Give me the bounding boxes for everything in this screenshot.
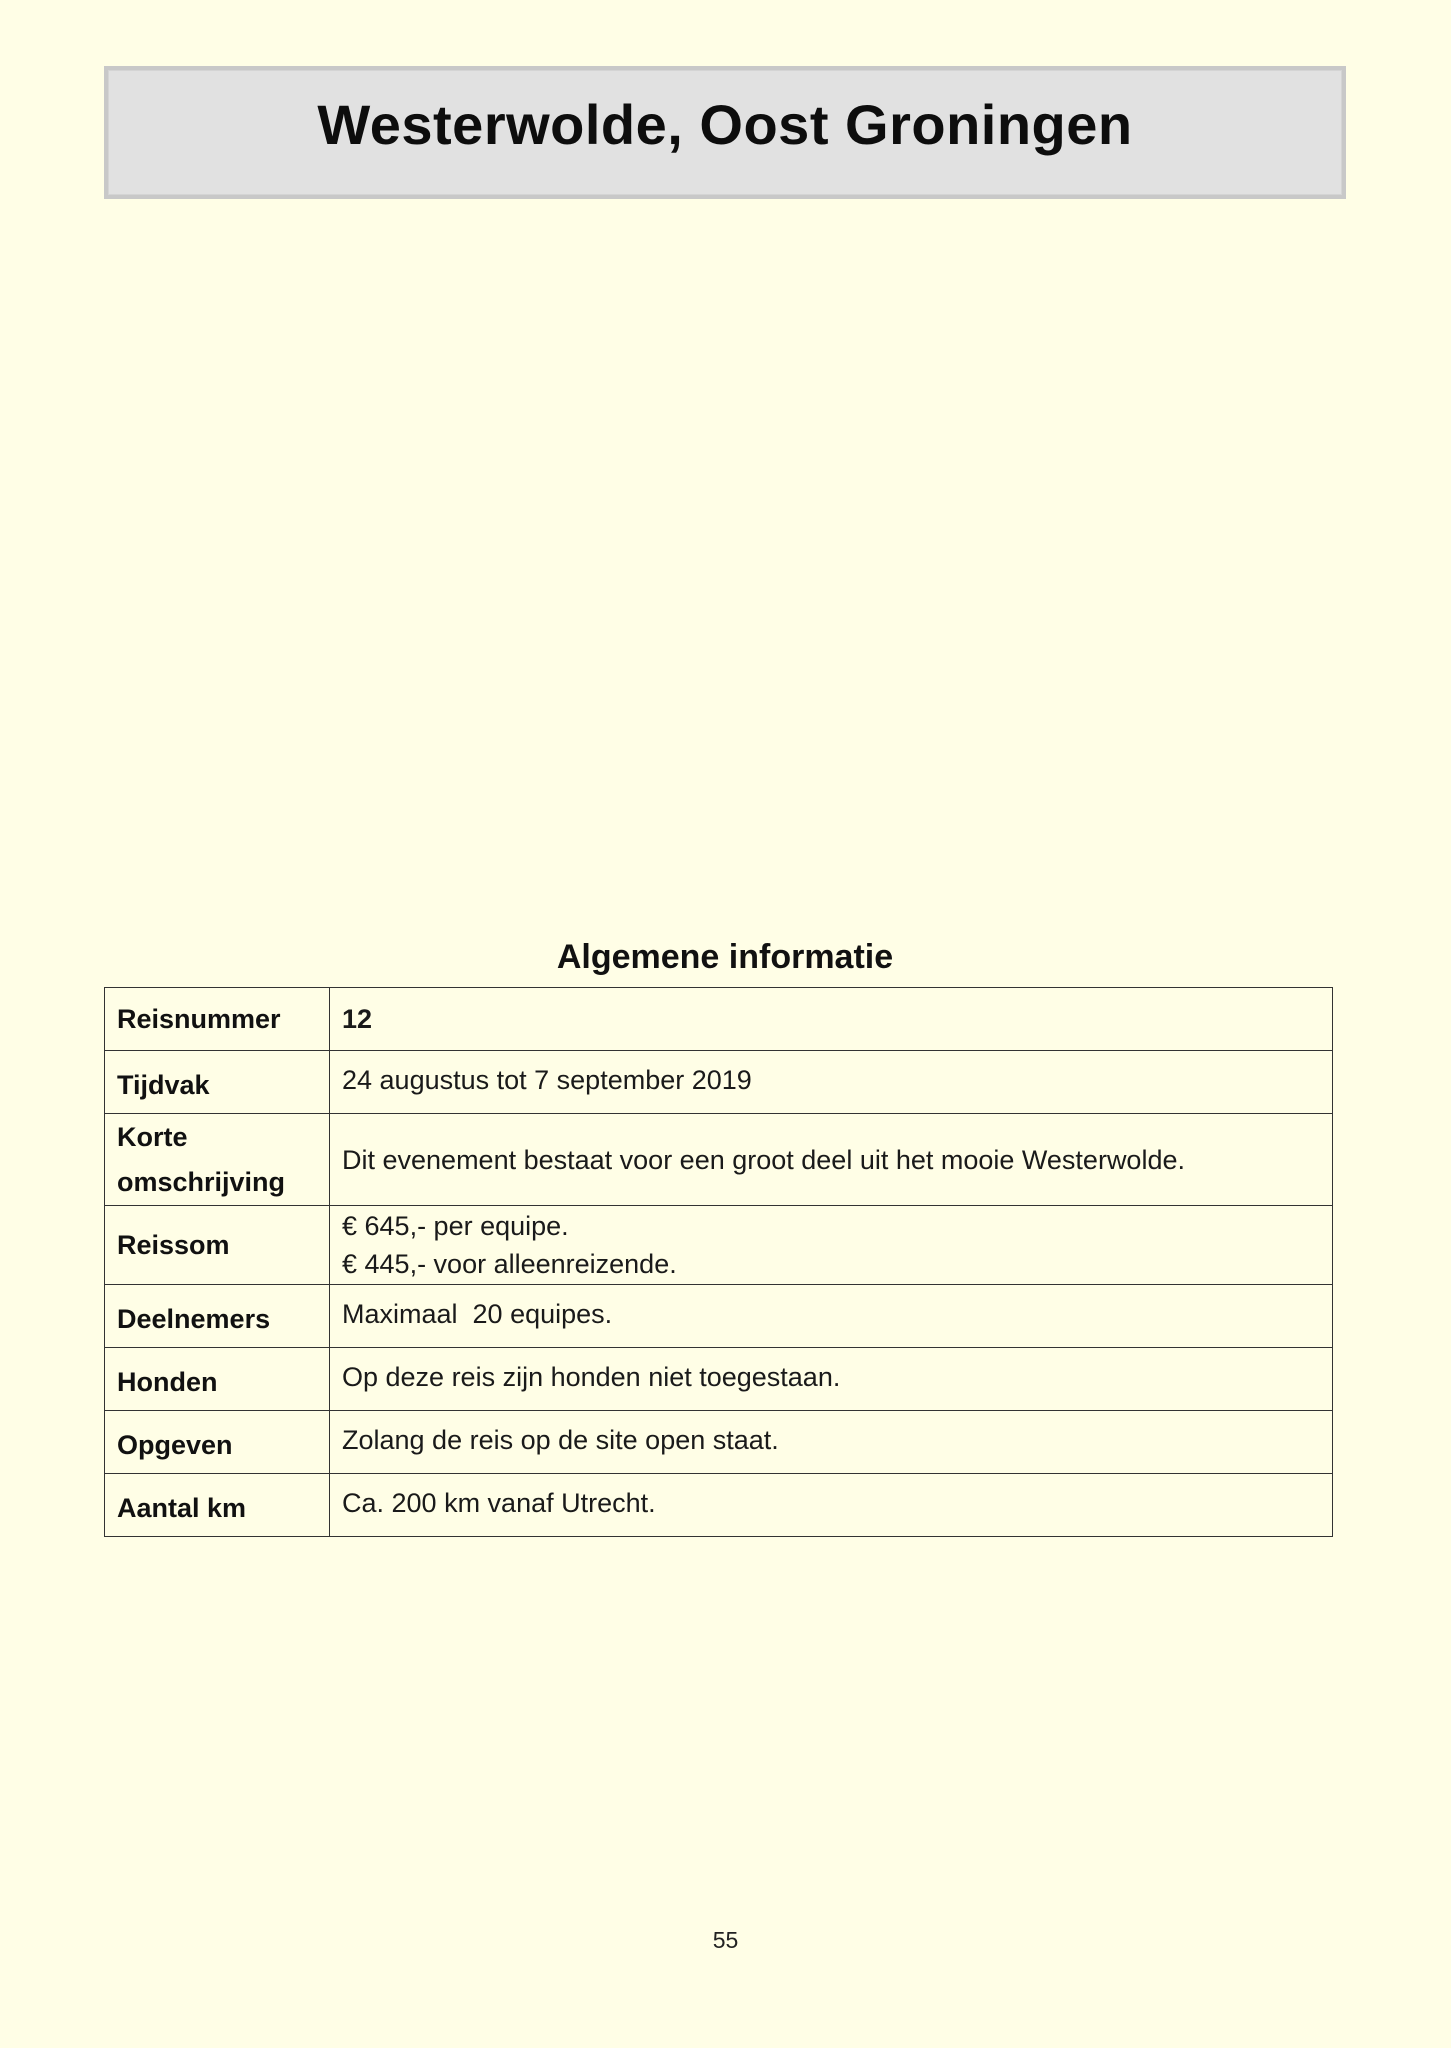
row-label-opgeven: Opgeven [105,1411,330,1474]
info-table [104,987,1333,1537]
row-label-deelnemers: Deelnemers [105,1285,330,1348]
table-row-opgeven [105,1411,1333,1474]
row-value-opgeven: Zolang de reis op de site open staat. [330,1411,1333,1474]
row-label-honden: Honden [105,1348,330,1411]
row-label-reisnummer: Reisnummer [105,988,330,1051]
row-label-omschrijving: omschrijving [117,1166,286,1197]
row-value-tijdvak: 24 augustus tot 7 september 2019 [330,1051,1333,1114]
section-heading: Algemene informatie [556,938,894,976]
page-title: Westerwolde, Oost Groningen [317,93,1133,156]
row-label-tijdvak: Tijdvak [105,1051,330,1114]
table-row-aantal-km [105,1474,1333,1537]
row-label-reissom: Reissom [105,1206,330,1285]
table-row-honden [105,1348,1333,1411]
reissom-alleenreizende: € 445,- voor alleenreizende. [342,1249,677,1279]
row-label-korte-omschrijving [105,1114,330,1206]
row-label-korte: Korte [117,1121,188,1152]
table-row-reisnummer [105,988,1333,1051]
title-banner [104,66,1346,199]
row-value-honden: Op deze reis zijn honden niet toegestaan. [330,1348,1333,1411]
page-number: 55 [712,1927,739,1953]
row-value-reisnummer: 12 [330,988,1333,1051]
table-row-reissom [105,1206,1333,1285]
table-row-korte-omschrijving [105,1114,1333,1206]
table-row-deelnemers [105,1285,1333,1348]
row-value-korte-omschrijving: Dit evenement bestaat voor een groot deel uit het mooie Westerwolde. [330,1114,1333,1206]
row-value-deelnemers: Maximaal 20 equipes. [330,1285,1333,1348]
row-value-aantal-km: Ca. 200 km vanaf Utrecht. [330,1474,1333,1537]
row-label-aantal-km: Aantal km [105,1474,330,1537]
reissom-equipe: € 645,- per equipe. [342,1211,569,1241]
table-row-tijdvak [105,1051,1333,1114]
row-value-reissom [330,1206,1333,1285]
